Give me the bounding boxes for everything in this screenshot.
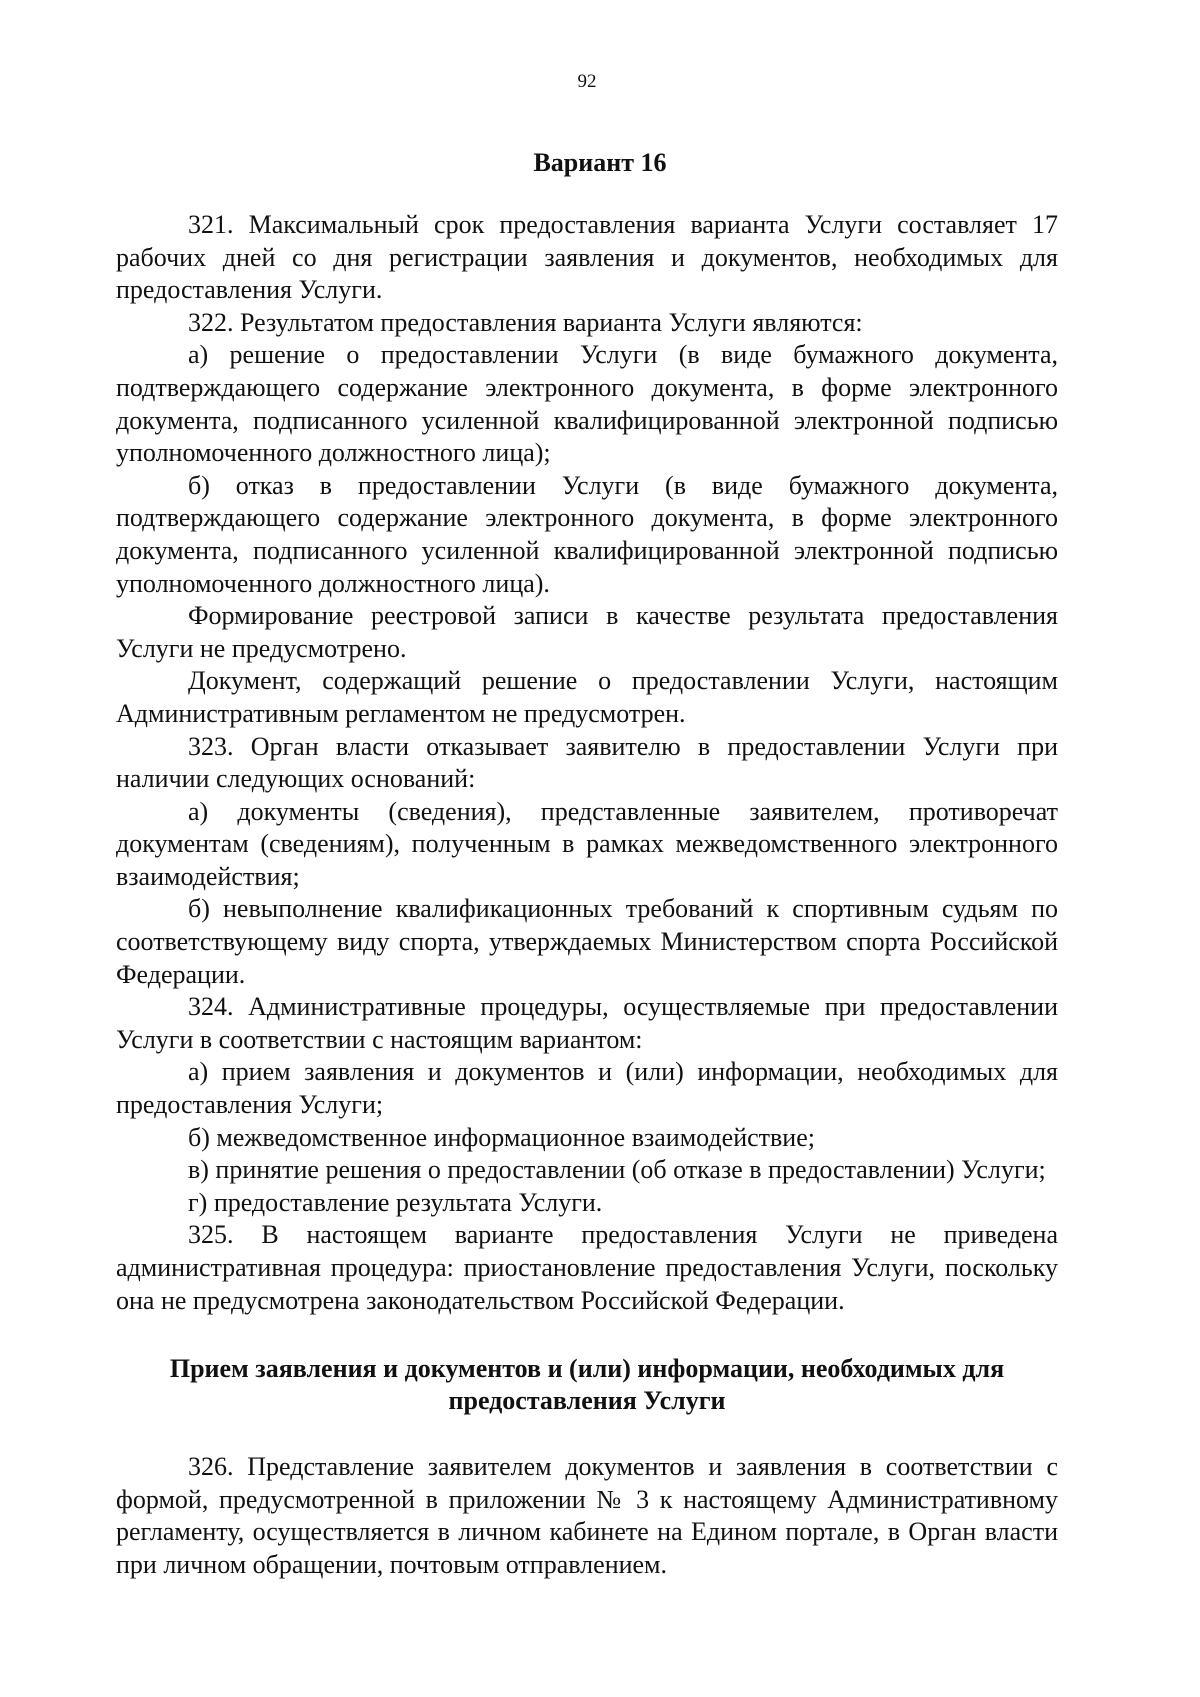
paragraph-325: 325. В настоящем варианте предоставления Услуги не приведена административная процедура: приостановление предоставления Услуги, поскольку она не предусмотрена законодательством Российской Федерации. (116, 1220, 1058, 1315)
paragraph-324-d: г) предоставление результата Услуги. (188, 1187, 603, 1217)
paragraph-323: 323. Орган власти отказывает заявителю в предоставлении Услуги при наличии следующих оснований: (116, 731, 1058, 794)
body-part-1 (116, 209, 1058, 1317)
variant-heading: Вариант 16 (533, 148, 667, 177)
paragraph-326: 326. Представление заявителем документов и заявления в соответствии с формой, предусмотренной в приложении № 3 к настоящему Административному регламенту, осуществляется в личном кабинете на Едином портале, в Орган власти при личном обращении, почтовым отправлением. (116, 1452, 1058, 1579)
page-number: 92 (577, 71, 597, 92)
paragraph-322: 322. Результатом предоставления варианта Услуги являются: (188, 307, 863, 337)
paragraph-322-a: а) решение о предоставлении Услуги (в виде бумажного документа, подтверждающего содержание электронного документа, в форме электронного документа, подписанного усиленной квалифицированной электронной подписью уполномоченного должностного лица); (116, 340, 1058, 468)
paragraph-324-b: б) межведомственное информационное взаимодействие; (188, 1122, 815, 1152)
paragraph-324-c: в) принятие решения о предоставлении (об отказе в предоставлении) Услуги; (188, 1155, 1046, 1185)
paragraph-registry-note: Формирование реестровой записи в качестве результата предоставления Услуги не предусмотрено. (116, 601, 1058, 663)
body-part-2 (116, 1451, 1058, 1581)
section-heading: Прием заявления и документов и (или) информации, необходимых для предоставления Услуги (169, 1354, 1005, 1416)
paragraph-document-note: Документ, содержащий решение о предоставлении Услуги, настоящим Административным регламентом не предусмотрен. (116, 666, 1058, 728)
paragraph-324-a: а) прием заявления и документов и (или) информации, необходимых для предоставления Услуги; (116, 1057, 1058, 1120)
paragraph-324: 324. Административные процедуры, осуществляемые при предоставлении Услуги в соответствии с настоящим вариантом: (116, 992, 1058, 1054)
paragraph-322-b: б) отказ в предоставлении Услуги (в виде бумажного документа, подтверждающего содержание электронного документа, в форме электронного документа, подписанного усиленной квалифицированной электронной подписью уполномоченного должностного лица). (116, 470, 1058, 598)
paragraph-321: 321. Максимальный срок предоставления варианта Услуги составляет 17 рабочих дней со дня регистрации заявления и документов, необходимых для предоставления Услуги. (116, 210, 1058, 305)
paragraph-323-a: а) документы (сведения), представленные заявителем, противоречат документам (сведениям), полученным в рамках межведомственного электронного взаимодействия; (116, 796, 1058, 891)
paragraph-323-b: б) невыполнение квалификационных требований к спортивным судьям по соответствующему виду спорта, утверждаемых Министерством спорта Российской Федерации. (116, 894, 1058, 989)
